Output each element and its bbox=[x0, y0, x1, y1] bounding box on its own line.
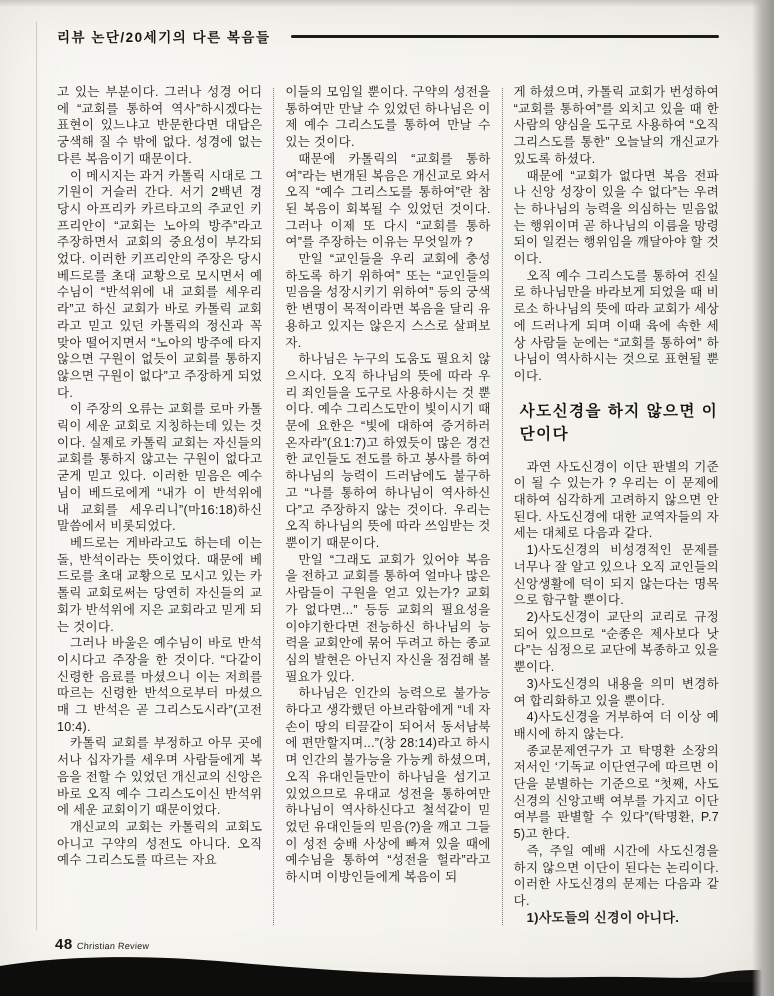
article-body bbox=[57, 84, 719, 938]
scan-edge-bottom bbox=[0, 952, 774, 996]
running-head: 리뷰 논단/20세기의 다른 복음들 bbox=[57, 30, 271, 45]
paragraph: 만일 “교인들을 우리 교회에 충성하도록 하기 위하여” 또는 “교인들의 믿음을 성장시키기 위하여” 등의 궁색한 변명이 목적이라면 복음을 달리 유용하고 있지는 않은지 스스로 살펴보자. bbox=[285, 252, 491, 350]
paragraph: 과연 사도신경이 이단 판별의 기준이 될 수 있는가 ? 우리는 이 문제에 대하여 심각하게 고려하지 않으면 안된다. 사도신경에 대한 교역자들의 자세는 대체로 다음과 같다. bbox=[513, 459, 719, 541]
column-separator bbox=[502, 88, 503, 925]
page-margin-line bbox=[36, 22, 37, 930]
paragraph: 하나님은 인간의 능력으로 불가능하다고 생각했던 아브라함에게 “네 자손이 땅의 티끌같이 되어서 동서남북에 편만할지며...”(창 28:14)라고 하시며 인간의 불가능을 가능케 하셨으며, 오직 유대인들만이 하나님을 섬기고 있었으므로 유대교 성전을 통하여만 하나님이 역사하신다고 철석같이 믿었던 유대인들의 믿음(?)을 깨고 그들이 성전 숭배 사상에 빠져 있을 때에 예수님을 통하여 “성전을 헐라”라고 하시며 이방인들에게 복음이 되 bbox=[285, 686, 491, 885]
header-rule bbox=[291, 35, 719, 38]
text-column-1 bbox=[57, 84, 262, 938]
text-column-2 bbox=[285, 84, 490, 938]
journal-name: Christian Review bbox=[76, 941, 150, 951]
paragraph: 개신교의 교회는 카톨릭의 교회도 아니고 구약의 성전도 아니다. 오직 예수 그리스도를 따르는 자요 bbox=[57, 819, 263, 868]
page-footer bbox=[55, 936, 149, 953]
paragraph: 고 있는 부분이다. 그러나 성경 어디에 “교회를 통하여 역사”하시겠다는 표현이 있느냐고 반문한다면 대답은 궁색해 질 수 밖에 없다. 성경에 없는 다른 복음이기 때문이다. bbox=[57, 85, 263, 166]
paragraph: 이 주장의 오류는 교회를 로마 카톨릭이 세운 교회로 지칭하는데 있는 것이다. 실제로 카톨릭 교회는 자신들의 교회를 통하지 않고는 구원이 없다고 굳게 믿고 있다. 이러한 믿음은 예수님이 베드로에게 “내가 이 반석위에 내 교회를 세우리니”(마16:18)하신 말씀에서 비롯되었다. bbox=[57, 402, 263, 534]
paragraph: 오직 예수 그리스도를 통하여 진실로 하나님만을 바라보게 되었을 때 비로소 하나님의 뜻에 따라 교회가 세상에 드러나게 되며 이때 육에 속한 세상 사람들 눈에는 “교회를 통하여” 하나님이 역사하시는 것으로 표현될 뿐이다. bbox=[513, 268, 719, 383]
paragraph: 카톨릭 교회를 부정하고 아무 곳에서나 십자가를 세우며 사람들에게 복음을 전할 수 있었던 개신교의 신앙은 바로 오직 예수 그리스도이신 반석위에 세운 교회이기 때문이었다. bbox=[57, 736, 263, 818]
paragraph: 1)사도신경의 비성경적인 문제를 너무나 잘 알고 있으나 오직 교인들의 신앙생활에 덕이 되지 않는다는 명목으로 함구할 뿐이다. bbox=[513, 543, 719, 608]
column-separator bbox=[273, 88, 274, 925]
paragraph: 베드로는 게바라고도 하는데 이는 돌, 반석이라는 뜻이었다. 때문에 베드로를 초대 교황으로 모시고 있는 카톨릭 교회로써는 당연히 자신들의 교회가 반석위에 지은 교회라고 믿게 되는 것이다. bbox=[57, 535, 263, 634]
section-heading: 사도신경을 하지 않으면 이단이다 bbox=[519, 402, 719, 443]
paragraph: 종교문제연구가 고 탁명환 소장의 저서인 ‘기독교 이단연구에 따르면 이단을 분별하는 기준으로 “첫째, 사도신경의 신앙고백 여부를 가지고 이단 여부를 판별할 수 있다”(탁명환, P.75)고 한다. bbox=[513, 743, 719, 842]
paragraph: 이들의 모임일 뿐이다. 구약의 성전을 통하여만 만날 수 있었던 하나님은 이제 예수 그리스도를 통하여 만날 수 있는 것이다. bbox=[285, 85, 491, 150]
paragraph: 때문에 카톨릭의 “교회를 통하여”라는 변개된 복음은 개신교로 와서 오직 “예수 그리스도를 통하여”란 참된 복음이 회복될 수 있었던 것이다. 그러나 이제 또 다시 “교회를 통하여”를 주장하는 이유는 무엇일까 ? bbox=[285, 151, 491, 250]
paragraph: 게 하셨으며, 카톨릭 교회가 번성하여 “교회를 통하여”를 외치고 있을 때 한 사람의 양심을 도구로 사용하여 “오직 그리스도를 통한” 오늘날의 개신교가 있도록 하셨다. bbox=[513, 85, 719, 166]
paragraph: 4)사도신경을 거부하여 더 이상 예배시에 하지 않는다. bbox=[513, 710, 719, 741]
paragraph: 2)사도신경이 교단의 교리로 규정되어 있으므로 “순종은 제사보다 낫다”는 심정으로 교단에 복종하고 있을 뿐이다. bbox=[513, 609, 719, 675]
text-column-3 bbox=[514, 84, 719, 938]
paragraph: 이 메시지는 과거 카톨릭 시대로 그 기원이 거슬러 간다. 서기 2백년 경 당시 아프리카 카르타고의 주교인 키프리안이 “교회는 노아의 방주”라고 주장하면서 교회의 중요성이 부각되었다. 이러한 키프리안의 주장은 당시 베드로를 초대 교황으로 모시면서 예수님이 “반석위에 내 교회를 세우리라”고 하신 교회가 바로 카톨릭 교회라고 믿고 있던 카톨릭의 정신과 꼭 맞아 떨어지면서 “노아의 방주에 타지 않으면 구원이 없듯이 교회를 통하지 않으면 구원이 없다”고 주장하게 되었다. bbox=[57, 168, 263, 400]
paragraph: 그러나 바울은 예수님이 바로 반석이시다고 주장을 한 것이다. “다같이 신령한 음료를 마셨으니 이는 저희를 따르는 신령한 반석으로부터 마셨으매 그 반석은 곧 그리스도시라”(고전 10:4). bbox=[57, 636, 263, 734]
paragraph: 1)사도들의 신경이 아니다. bbox=[526, 909, 680, 925]
scan-edge-top bbox=[0, 0, 774, 7]
paragraph: 즉, 주일 예배 시간에 사도신경을 하지 않으면 이단이 된다는 논리이다. 이러한 사도신경의 문제는 다음과 같다. bbox=[513, 843, 719, 908]
page-header bbox=[57, 26, 719, 46]
paragraph: 만일 “그래도 교회가 있어야 복음을 전하고 교회를 통하여 얼마나 많은 사람들이 구원을 얻고 있는가? 교회가 없다면...” 등등 교회의 필요성을 이야기한다면 전능하신 하나님의 능력을 교회안에 묶어 두려고 하는 종교심의 발현은 아닌지 자신을 점검해 볼 필요가 있다. bbox=[285, 552, 491, 684]
paragraph: 때문에 “교회가 없다면 복음 전파나 신앙 성장이 있을 수 없다”는 우려는 하나님의 능력을 의심하는 믿음없는 행위이며 곧 하나님의 이름을 망령되이 일컫는 행위임을 깨달아야 할 것이다. bbox=[513, 168, 719, 267]
paragraph: 3)사도신경의 내용을 의미 변경하여 합리화하고 있을 뿐이다. bbox=[513, 676, 719, 708]
paragraph: 하나님은 누구의 도움도 필요치 않으시다. 오직 하나님의 뜻에 따라 우리 죄인들을 도구로 사용하시는 것 뿐이다. 예수 그리스도만이 빛이시기 때문에 요한은 “빛에 대하여 증거하러 온자라”(요1:7)고 하였듯이 많은 경건한 교인들도 전도를 하고 봉사를 하여 하나님의 능력이 드러남에도 불구하고 “나를 통하여 하나님이 역사하신다”고 주장하지 않는 것이다. 우리는 오직 하나님의 뜻에 따라 쓰임받는 것 뿐이기 때문이다. bbox=[285, 352, 491, 550]
scan-edge-right bbox=[752, 0, 774, 996]
page-number: 48 bbox=[55, 936, 73, 953]
